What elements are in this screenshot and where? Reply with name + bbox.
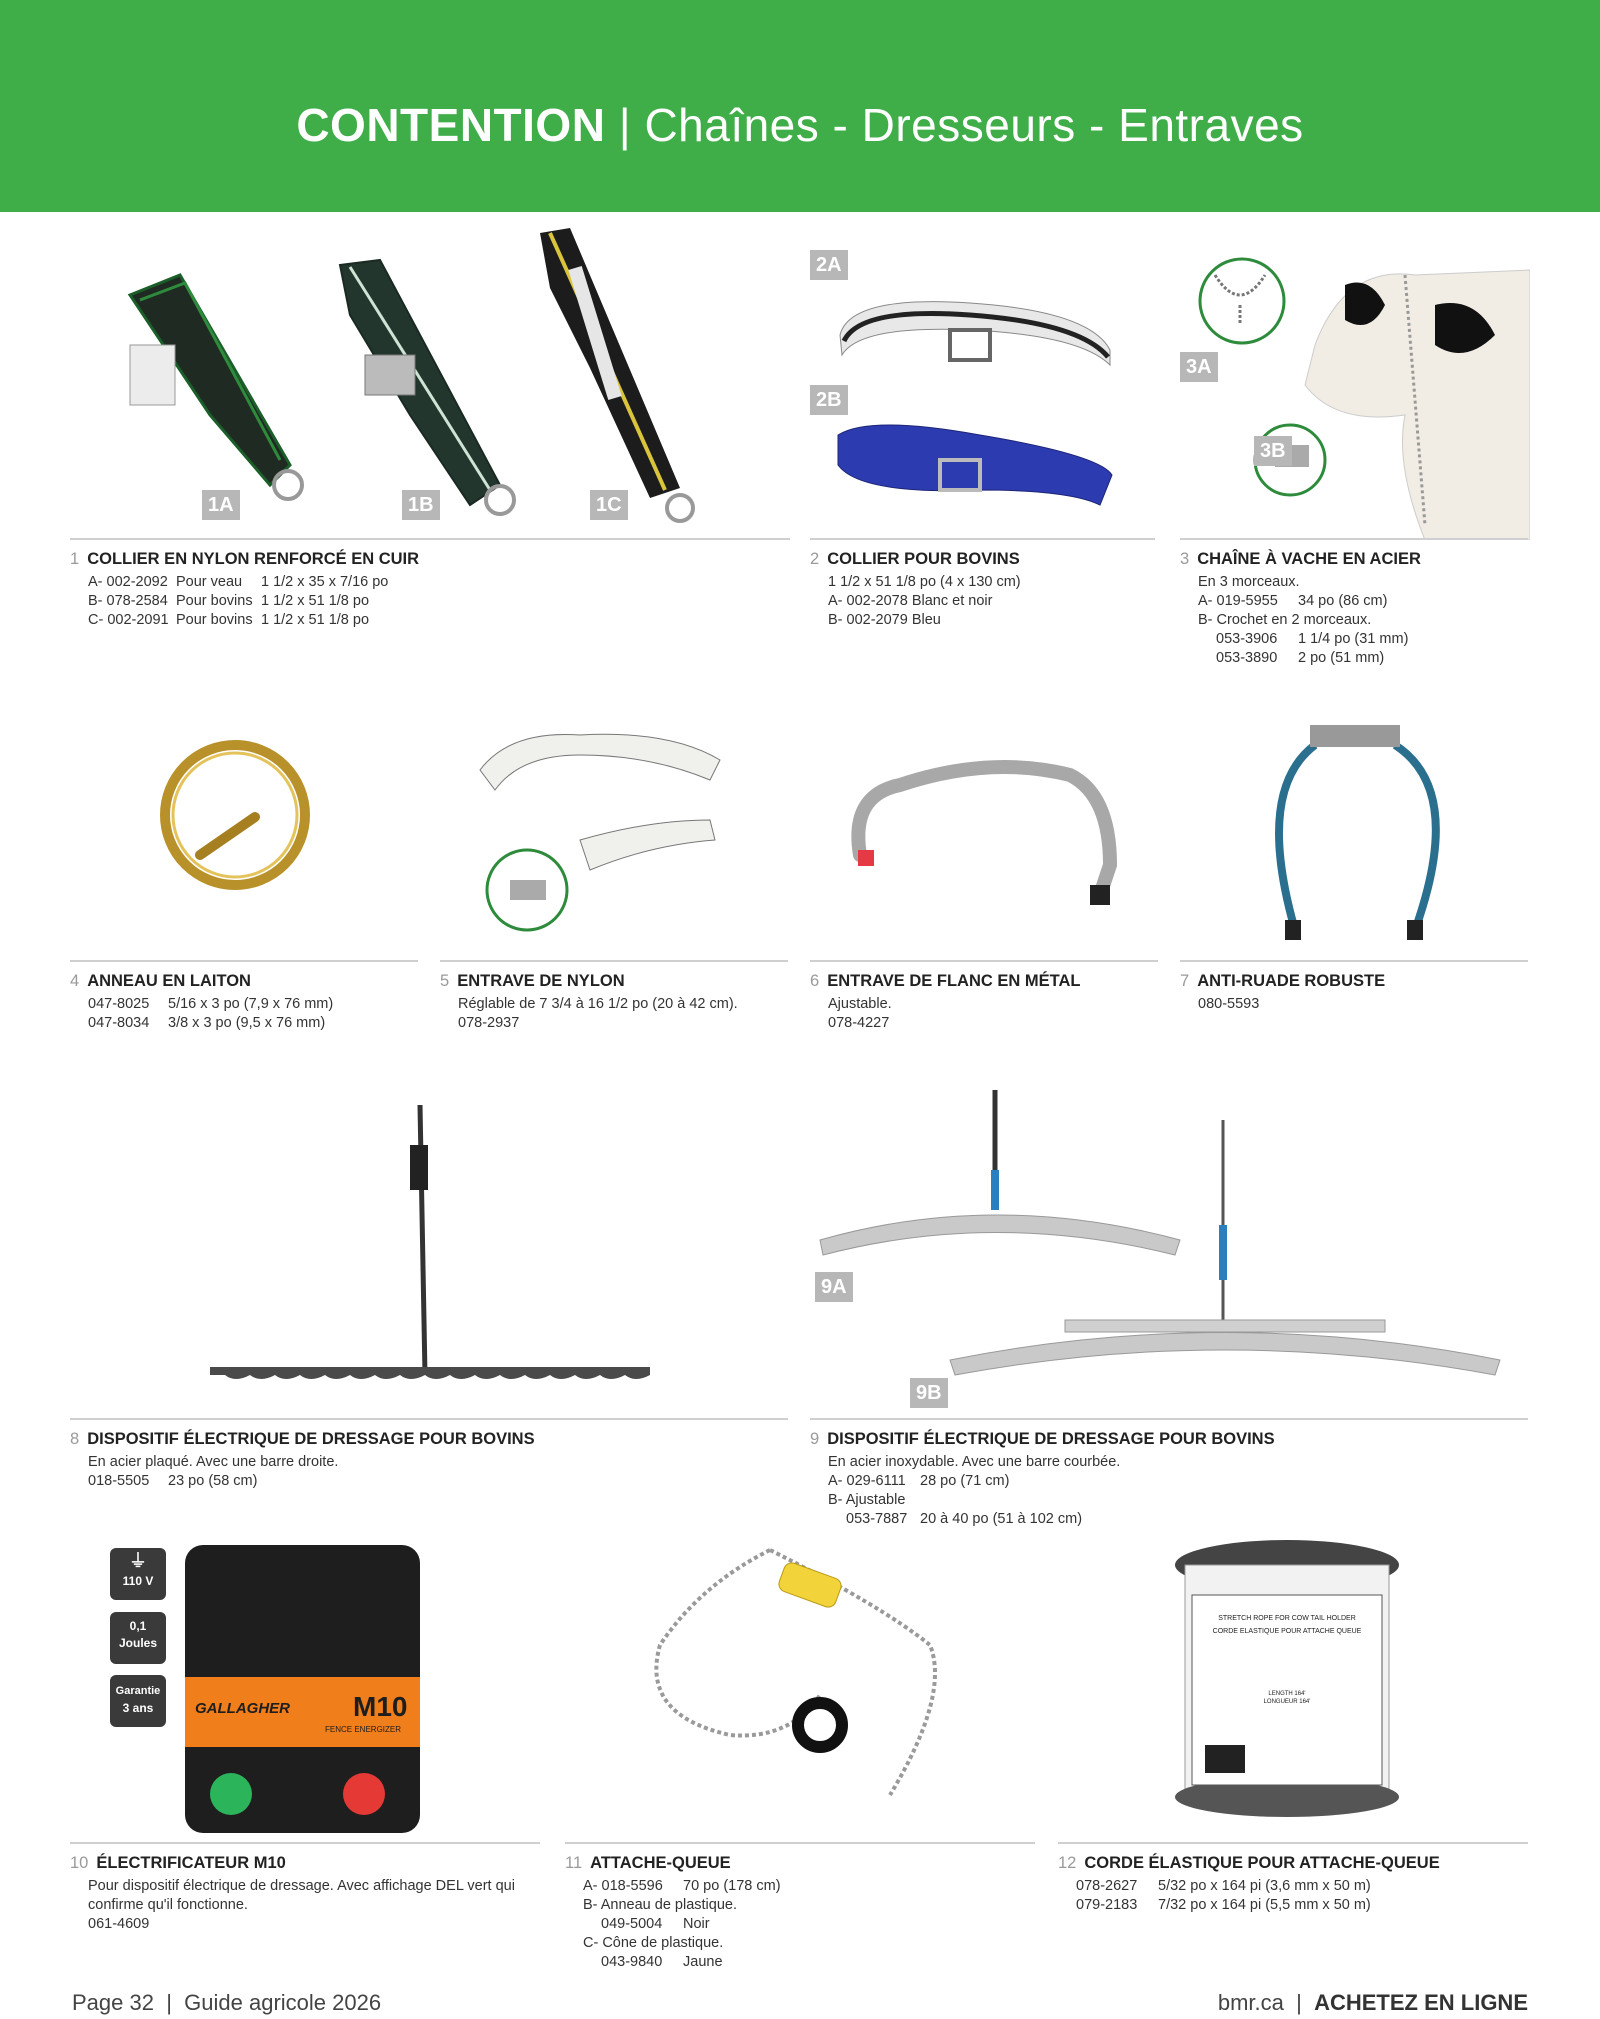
p11-line: Jaune (683, 1954, 723, 1970)
product-8-number: 8 (70, 1430, 80, 1448)
p8-line: 23 po (58 cm) (168, 1473, 258, 1489)
product-10-rule (70, 1842, 540, 1844)
spool-longueur: LONGUEUR 164' (1263, 1699, 1311, 1705)
red-knob-icon (343, 1773, 385, 1815)
site-link[interactable]: bmr.ca (1217, 1990, 1284, 2015)
product-5-number: 5 (440, 972, 450, 990)
energizer-sub: FENCE ENERGIZER (325, 1725, 402, 1734)
p11-line: 049-5004 (601, 1916, 663, 1932)
joules-label: Joules (118, 1636, 157, 1650)
warranty-badge (110, 1675, 166, 1727)
product-1-number: 1 (70, 550, 80, 568)
page-number: Page 32 (72, 1990, 154, 2015)
plug-icon: ⏚ (129, 1551, 147, 1571)
p1-line: Pour bovins (176, 612, 253, 628)
p1-line: Pour veau (176, 574, 243, 590)
p11-line: Noir (683, 1916, 710, 1932)
footer-sep: | (166, 1990, 172, 2015)
tail-holder-image (640, 1545, 960, 1810)
trainer-straight-image (205, 1105, 655, 1385)
tag-3a: 3A (1180, 352, 1218, 382)
p1-line: A- 002-2092 (88, 574, 168, 590)
product-12 (1058, 1842, 1528, 1915)
p9-line: A- 029-6111 (828, 1473, 906, 1489)
anti-kick-image (1255, 690, 1465, 950)
product-10-number: 10 (70, 1854, 89, 1872)
tag-1c: 1C (590, 490, 628, 520)
energizer-model: M10 (353, 1691, 408, 1722)
p12-line: 079-2183 (1076, 1897, 1138, 1913)
p2-line: 1 1/2 x 51 1/8 po (4 x 130 cm) (828, 574, 1021, 590)
trainer-curved-9b-image (945, 1120, 1505, 1380)
product-1-name: COLLIER EN NYLON RENFORCÉ EN CUIR (87, 550, 420, 568)
collar-1a-image (110, 265, 310, 505)
tag-2a: 2A (810, 250, 848, 280)
footer-sep-2: | (1296, 1990, 1302, 2015)
p9-line: 20 à 40 po (51 à 102 cm) (920, 1511, 1083, 1527)
energizer-image (185, 1545, 420, 1833)
tag-1b: 1B (402, 490, 440, 520)
product-4-rule (70, 960, 418, 962)
product-11-rule (565, 1842, 1035, 1844)
p12-line: 7/32 po x 164 pi (5,5 mm x 50 m) (1158, 1897, 1371, 1913)
p5-line: Réglable de 7 3/4 à 16 1/2 po (20 à 42 cm). (458, 996, 738, 1012)
p1-line: 1 1/2 x 35 x 7/16 po (261, 574, 389, 590)
p11-line: A- 018-5596 (583, 1878, 663, 1894)
product-3-rule (1180, 538, 1528, 540)
shop-online-link[interactable]: ACHETEZ EN LIGNE (1314, 1990, 1528, 2015)
p9-line: 28 po (71 cm) (920, 1473, 1010, 1489)
p6-line: 078-4227 (828, 1015, 890, 1031)
voltage-label: 110 V (122, 1574, 154, 1588)
product-9-rule (810, 1418, 1528, 1420)
product-6 (810, 960, 1158, 1033)
product-4-number: 4 (70, 972, 80, 990)
title-strong: CONTENTION (296, 99, 606, 151)
product-3 (1180, 538, 1528, 668)
product-1 (70, 538, 790, 630)
warranty-years: 3 ans (122, 1701, 154, 1715)
product-11-name: ATTACHE-QUEUE (590, 1854, 731, 1872)
tag-1a: 1A (202, 490, 240, 520)
product-9 (810, 1418, 1528, 1529)
spool-label-2: CORDE ELASTIQUE POUR ATTACHE QUEUE (1212, 1628, 1362, 1635)
p11-line: 043-9840 (601, 1954, 663, 1970)
p12-line: 5/32 po x 164 pi (3,6 mm x 50 m) (1158, 1878, 1371, 1894)
product-10-name: ÉLECTRIFICATEUR M10 (96, 1854, 286, 1872)
p1-line: 1 1/2 x 51 1/8 po (261, 612, 370, 628)
p1-line: C- 002-2091 (88, 612, 169, 628)
p10-line: confirme qu'il fonctionne. (88, 1897, 248, 1913)
spool-length: LENGTH 164' (1268, 1691, 1306, 1697)
p1-line: 1 1/2 x 51 1/8 po (261, 593, 370, 609)
product-4-name: ANNEAU EN LAITON (87, 972, 251, 990)
warranty-label: Garantie (115, 1685, 161, 1697)
product-4 (70, 960, 418, 1033)
collar-2b-image (830, 395, 1120, 525)
p10-line: Pour dispositif électrique de dressage. Avec affichage DEL vert qui (88, 1878, 515, 1894)
product-9-number: 9 (810, 1430, 820, 1448)
title-rest: Chaînes - Dresseurs - Entraves (644, 99, 1304, 151)
tag-9b: 9B (910, 1378, 948, 1408)
product-12-rule (1058, 1842, 1528, 1844)
p3-line: B- Crochet en 2 morceaux. (1198, 612, 1372, 628)
product-6-name: ENTRAVE DE FLANC EN MÉTAL (827, 972, 1081, 990)
p8-line: 018-5505 (88, 1473, 150, 1489)
p4-line: 5/16 x 3 po (7,9 x 76 mm) (168, 996, 334, 1012)
product-5 (440, 960, 788, 1033)
product-12-number: 12 (1058, 1854, 1077, 1872)
p1-line: Pour bovins (176, 593, 253, 609)
spool-label-1: STRETCH ROPE FOR COW TAIL HOLDER (1218, 1615, 1356, 1622)
product-5-name: ENTRAVE DE NYLON (457, 972, 625, 990)
p2-line: B- 002-2079 Bleu (828, 612, 941, 628)
product-8-name: DISPOSITIF ÉLECTRIQUE DE DRESSAGE POUR BOVINS (87, 1430, 535, 1448)
brass-ring-image (155, 735, 315, 895)
product-12-name: CORDE ÉLASTIQUE POUR ATTACHE-QUEUE (1084, 1854, 1440, 1872)
tag-2b: 2B (810, 385, 848, 415)
p9-line: B- Ajustable (828, 1492, 906, 1508)
p9-line: 053-7887 (846, 1511, 908, 1527)
footer-right (1218, 1990, 1528, 2016)
p3-line: 053-3890 (1216, 650, 1278, 666)
title-sep: | (605, 99, 645, 151)
product-11-number: 11 (565, 1854, 583, 1872)
p4-line: 047-8025 (88, 996, 150, 1012)
p7-line: 080-5593 (1198, 996, 1260, 1012)
energizer-brand: GALLAGHER (195, 1700, 290, 1717)
p11-line: 70 po (178 cm) (683, 1878, 781, 1894)
joules-badge (110, 1612, 166, 1664)
product-2 (810, 538, 1155, 630)
p10-line: 061-4609 (88, 1916, 150, 1932)
tag-3b: 3B (1254, 436, 1292, 466)
p2-line: A- 002-2078 Blanc et noir (828, 593, 993, 609)
p3-line: 34 po (86 cm) (1298, 593, 1388, 609)
product-6-number: 6 (810, 972, 820, 990)
product-5-rule (440, 960, 788, 962)
product-3-name: CHAÎNE À VACHE EN ACIER (1197, 550, 1421, 568)
product-7-rule (1180, 960, 1528, 962)
collar-1c-image (530, 228, 700, 528)
p3-line: 2 po (51 mm) (1298, 650, 1385, 666)
green-knob-icon (210, 1773, 252, 1815)
collar-2a-image (830, 275, 1120, 385)
p4-line: 3/8 x 3 po (9,5 x 76 mm) (168, 1015, 326, 1031)
p3-line: 053-3906 (1216, 631, 1278, 647)
product-2-name: COLLIER POUR BOVINS (827, 550, 1020, 568)
metal-flank-hobble-image (840, 745, 1130, 915)
product-8-rule (70, 1418, 788, 1420)
product-8 (70, 1418, 788, 1491)
product-6-rule (810, 960, 1158, 962)
product-10 (70, 1842, 540, 1934)
page-title (0, 98, 1600, 152)
p1-line: B- 078-2584 (88, 593, 168, 609)
p3-line: A- 019-5955 (1198, 593, 1278, 609)
p4-line: 047-8034 (88, 1015, 150, 1031)
spool-image (1170, 1535, 1405, 1820)
product-2-rule (810, 538, 1155, 540)
product-11 (565, 1842, 1035, 1972)
product-1-rule (70, 538, 790, 540)
p9-line: En acier inoxydable. Avec une barre courbée. (828, 1454, 1121, 1470)
collar-1b-image (320, 255, 530, 525)
joules-value: 0,1 (129, 1619, 147, 1633)
p5-line: 078-2937 (458, 1015, 520, 1031)
guide-title: Guide agricole 2026 (184, 1990, 382, 2015)
product-7-name: ANTI-RUADE ROBUSTE (1197, 972, 1386, 990)
p6-line: Ajustable. (828, 996, 892, 1012)
cow-chain-image (1195, 245, 1530, 540)
p3-line: En 3 morceaux. (1198, 574, 1300, 590)
product-3-number: 3 (1180, 550, 1190, 568)
p3-line: 1 1/4 po (31 mm) (1298, 631, 1409, 647)
p8-line: En acier plaqué. Avec une barre droite. (88, 1454, 339, 1470)
p12-line: 078-2627 (1076, 1878, 1138, 1894)
product-2-number: 2 (810, 550, 820, 568)
voltage-badge (110, 1548, 166, 1600)
nylon-hobble-image (470, 710, 730, 935)
footer-left (72, 1990, 381, 2016)
tag-9a: 9A (815, 1272, 853, 1302)
p11-line: B- Anneau de plastique. (583, 1897, 737, 1913)
product-9-name: DISPOSITIF ÉLECTRIQUE DE DRESSAGE POUR BOVINS (827, 1430, 1275, 1448)
product-7-number: 7 (1180, 972, 1190, 990)
product-7 (1180, 960, 1528, 1014)
p11-line: C- Cône de plastique. (583, 1935, 724, 1951)
